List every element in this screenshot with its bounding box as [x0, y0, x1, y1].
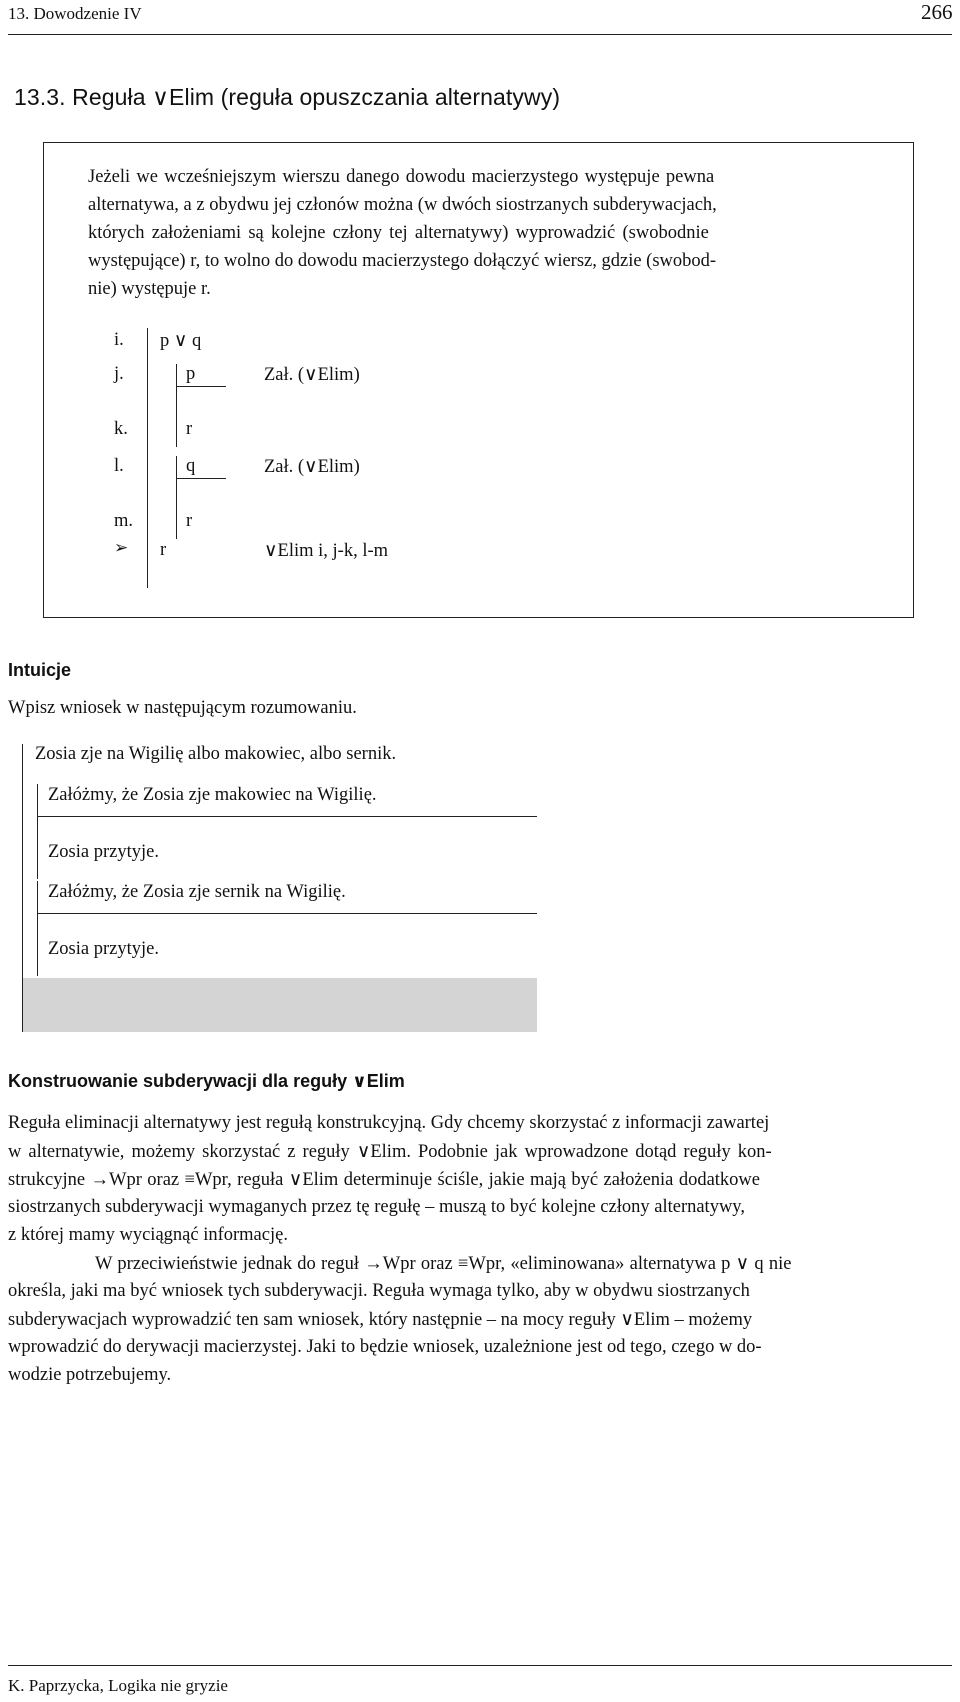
justification: ∨Elim i, j-k, l-m	[264, 541, 389, 561]
conclusion-arrow-icon: ➢	[114, 538, 129, 557]
header-divider	[8, 34, 952, 35]
assumption-bar	[176, 386, 226, 387]
rule-text-line: Jeżeli we wcześniejszym wierszu danego dowodu macierzystego występuje pewna	[88, 167, 715, 187]
section-title: 13.3. Reguła ∨Elim (reguła opuszczania alternatywy)	[14, 84, 561, 110]
rule-text-line: alternatywa, a z obydwu jej członów można (w dwóch siostrzanych subderywacjach,	[88, 195, 717, 215]
line-label: k.	[114, 419, 128, 439]
rule-text-line: występujące) r, to wolno do dowodu macierzystego dołączyć wiersz, gdzie (swobod-	[88, 251, 717, 271]
paragraph-line: subderywacjach wyprowadzić ten sam wniosek, który następnie – na mocy reguły ∨Elim – możemy	[8, 1310, 753, 1330]
paragraph-line: Reguła eliminacji alternatywy jest regułą konstrukcyjną. Gdy chcemy skorzystać z informacji zawartej	[8, 1113, 770, 1133]
example-line: Załóżmy, że Zosia zje sernik na Wigilię.	[48, 882, 346, 902]
formula: r	[160, 540, 167, 560]
formula: p ∨ q	[160, 331, 202, 351]
line-label: l.	[114, 456, 124, 476]
example-line: Zosia przytyje.	[48, 939, 159, 959]
footer-divider	[8, 1665, 952, 1666]
subproof-scope-line	[176, 364, 177, 447]
paragraph-line: wodzie potrzebujemy.	[8, 1365, 172, 1385]
paragraph-line: określa, jaki ma być wniosek tych subderywacji. Reguła wymaga tylko, aby w obydwu siostrzanych	[8, 1281, 750, 1301]
instruction-text: Wpisz wniosek w następującym rozumowaniu.	[8, 698, 357, 718]
running-header-chapter: 13. Dowodzenie IV	[8, 4, 142, 23]
subsection-heading: Konstruowanie subderywacji dla reguły ∨Elim	[8, 1071, 405, 1091]
paragraph-line: W przeciwieństwie jednak do reguł →Wpr oraz ≡Wpr, «eliminowana» alternatywa p ∨ q nie	[95, 1254, 792, 1274]
formula: r	[186, 419, 193, 439]
rule-text-line: nie) występuje r.	[88, 279, 211, 299]
assumption-bar	[37, 816, 537, 817]
formula: q	[186, 456, 196, 476]
page-number: 266	[921, 0, 953, 24]
paragraph-line: strukcyjne →Wpr oraz ≡Wpr, reguła ∨Elim determinuje ściśle, jakie mają być założenia dodatkowe	[8, 1170, 760, 1190]
line-label: m.	[114, 511, 134, 531]
justification: Zał. (∨Elim)	[264, 457, 360, 477]
subproof-scope-line	[37, 881, 38, 976]
subproof-scope-line	[37, 784, 38, 879]
paragraph-line: w alternatywie, możemy skorzystać z reguły ∨Elim. Podobnie jak wprowadzone dotąd reguły kon-	[8, 1142, 772, 1162]
line-label: j.	[114, 364, 124, 384]
rule-text-line: których założeniami są kolejne człony tej alternatywy) wyprowadzić (swobodnie	[88, 223, 709, 243]
example-line: Zosia przytyje.	[48, 842, 159, 862]
example-line: Załóżmy, że Zosia zje makowiec na Wigilię.	[48, 785, 377, 805]
example-line: Zosia zje na Wigilię albo makowiec, albo sernik.	[35, 744, 397, 764]
paragraph-line: siostrzanych subderywacji wymaganych przez tę regułę – muszą to być kolejne człony alternatywy,	[8, 1197, 745, 1217]
line-label: i.	[114, 330, 124, 350]
formula: r	[186, 511, 193, 531]
assumption-bar	[37, 913, 537, 914]
main-scope-line	[147, 328, 148, 588]
formula: p	[186, 364, 196, 384]
assumption-bar	[176, 478, 226, 479]
footer-credit: K. Paprzycka, Logika nie gryzie	[8, 1676, 228, 1695]
justification: Zał. (∨Elim)	[264, 365, 360, 385]
subsection-heading: Intuicje	[8, 660, 72, 680]
conclusion-answer-field[interactable]	[23, 978, 537, 1032]
subproof-scope-line	[176, 456, 177, 539]
paragraph-line: wprowadzić do derywacji macierzystej. Jaki to będzie wniosek, uzależnione jest od tego, czego w do-	[8, 1337, 762, 1357]
paragraph-line: z której mamy wyciągnąć informację.	[8, 1225, 288, 1245]
